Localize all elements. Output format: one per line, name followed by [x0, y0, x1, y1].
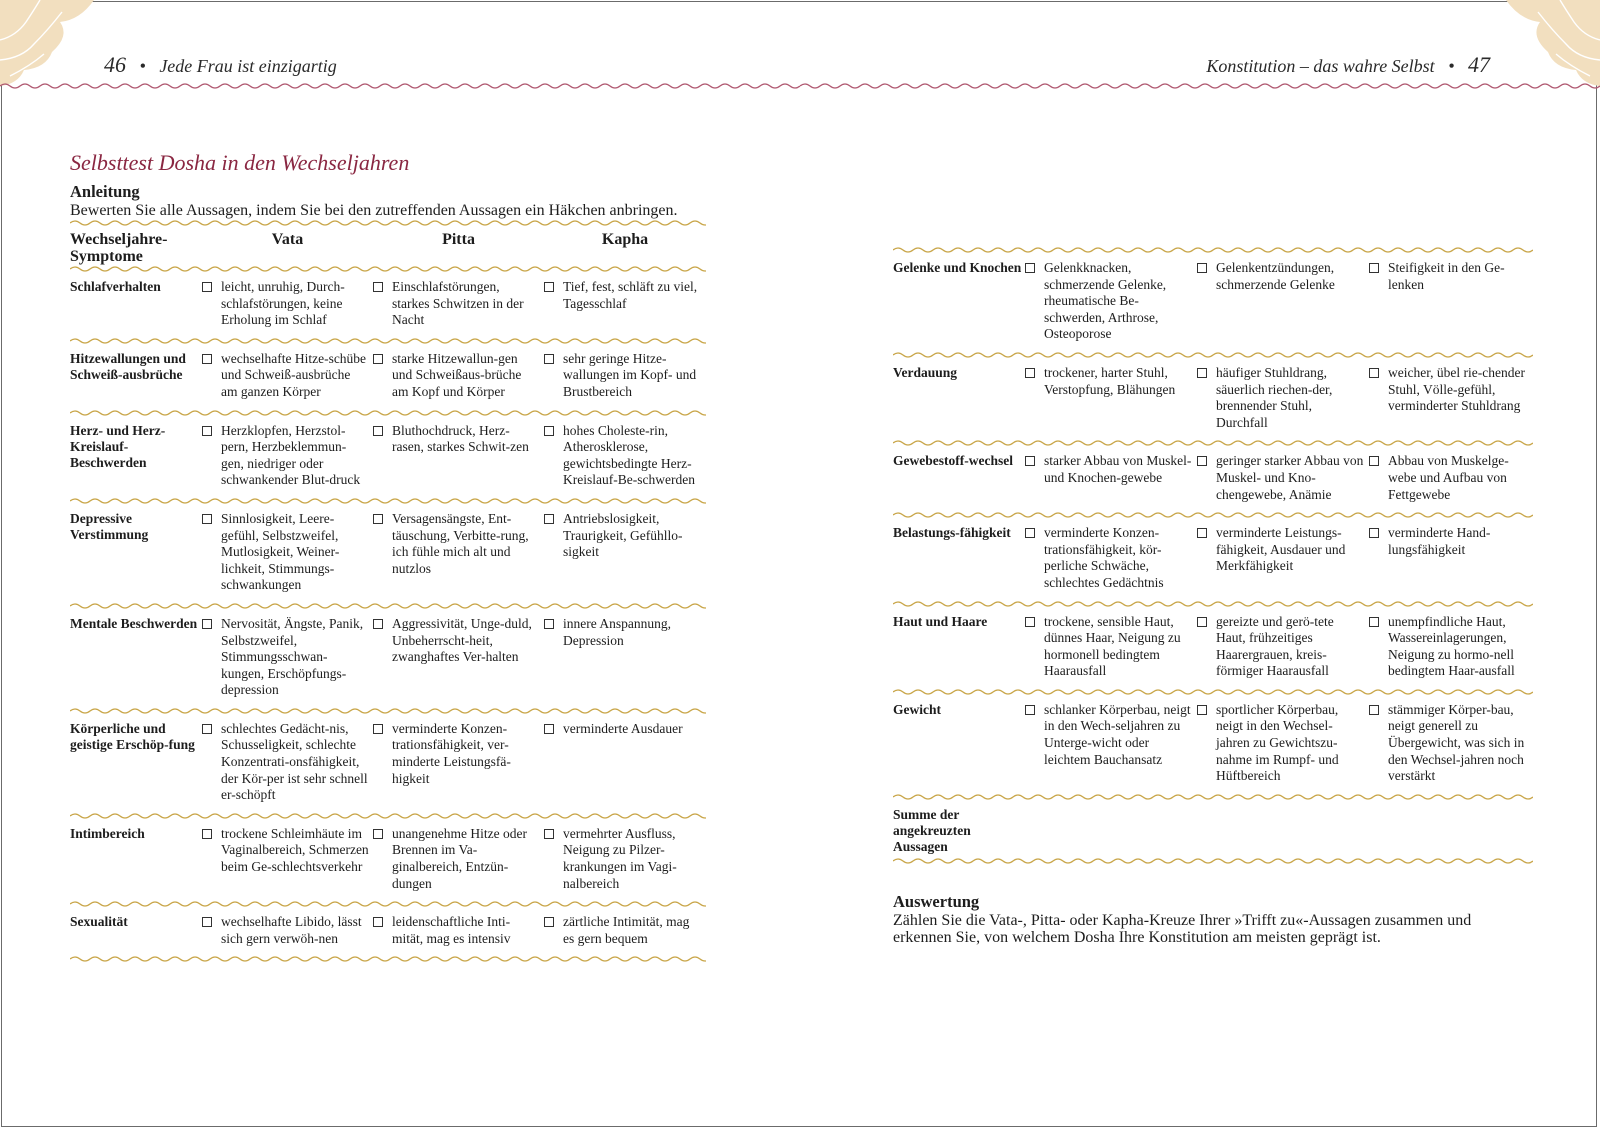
row-label: Gewebestoff-wechsel — [893, 453, 1013, 469]
checkbox-vata[interactable] — [202, 917, 212, 927]
pitta-statement: Einschlafstörungen, starkes Schwitzen in der Nacht — [392, 279, 524, 328]
wavy-divider — [70, 602, 706, 610]
table-row — [893, 608, 1533, 688]
left-page-content — [70, 150, 706, 963]
vata-statement: schlechtes Gedächt-nis, Schusseligkeit, schlechte Konzentrati-onsfähigkeit, der Kör-per ist sehr schnell er-schöpft — [221, 720, 368, 803]
checkbox-pitta[interactable] — [373, 917, 383, 927]
kapha-statement: unempfindliche Haut, Wassereinlagerungen, Neigung zu hormo-nell bedingtem Haar-ausfall — [1388, 613, 1515, 679]
checkbox-vata[interactable] — [202, 354, 212, 364]
kapha-statement: zärtliche Intimität, mag es gern bequem — [563, 914, 690, 946]
checkbox-pitta[interactable] — [1197, 705, 1207, 715]
checkbox-vata[interactable] — [202, 426, 212, 436]
header-zigzag-left — [0, 82, 800, 90]
table-row — [893, 519, 1533, 599]
running-header-right — [1206, 52, 1490, 78]
kapha-cell — [544, 417, 706, 497]
pitta-cell — [1197, 696, 1369, 793]
checkbox-kapha[interactable] — [544, 514, 554, 524]
table-row — [70, 417, 706, 497]
wavy-divider — [893, 511, 1533, 519]
pitta-statement: Bluthochdruck, Herz-rasen, starkes Schwit-zen — [392, 422, 529, 455]
vata-statement: Gelenkknacken, schmerzende Gelenke, rheumatische Be-schwerden, Arthrose, Osteoporose — [1044, 260, 1167, 342]
checkbox-pitta[interactable] — [1197, 368, 1207, 378]
checkbox-pitta[interactable] — [373, 619, 383, 629]
vata-cell — [1025, 696, 1197, 793]
pitta-cell — [373, 345, 544, 409]
row-label: Schlafverhalten — [70, 279, 161, 294]
checkbox-vata[interactable] — [202, 282, 212, 292]
pitta-statement: starke Hitzewallun-gen und Schweißaus-brüche am Kopf und Körper — [392, 350, 522, 399]
instruction-text: Bewerten Sie alle Aussagen, indem Sie bei den zutreffenden Aussagen ein Häkchen anbringen. — [70, 202, 678, 219]
sum-vata-field[interactable] — [1025, 801, 1197, 857]
checkbox-vata[interactable] — [202, 514, 212, 524]
kapha-cell — [1369, 254, 1533, 351]
checkbox-kapha[interactable] — [544, 829, 554, 839]
wavy-divider — [70, 812, 706, 820]
row-label: Körperliche und geistige Erschöp-fung — [70, 720, 195, 752]
vata-cell — [202, 273, 373, 337]
pitta-statement: Aggressivität, Unge-duld, Unbeherrscht-heit, zwanghaftes Ver-halten — [392, 615, 532, 665]
kapha-statement: stämmiger Körper-bau, neigt generell zu Übergewicht, was sich in den Wechsel-jahren noch verstärkt — [1388, 701, 1525, 784]
pitta-statement: häufiger Stuhldrang, säuerlich riechen-der, brennender Stuhl, Durchfall — [1216, 364, 1333, 430]
kapha-statement: verminderte Hand-lungsfähigkeit — [1388, 525, 1491, 557]
column-header-kapha: Kapha — [601, 231, 649, 248]
checkbox-kapha[interactable] — [1369, 368, 1379, 378]
vata-statement: wechselhafte Libido, lässt sich gern verwöh-nen — [221, 914, 362, 946]
table-row — [893, 447, 1533, 511]
vata-cell — [202, 505, 373, 602]
column-header-pitta: Pitta — [442, 231, 475, 248]
wavy-divider — [70, 900, 706, 908]
checkbox-vata[interactable] — [202, 829, 212, 839]
vata-statement: verminderte Konzen-trationsfähigkeit, kör-perliche Schwäche, schlechtes Gedächtnis — [1044, 525, 1164, 590]
row-label: Gewicht — [893, 701, 941, 717]
sum-pitta-field[interactable] — [1197, 801, 1369, 857]
checkbox-pitta[interactable] — [1197, 263, 1207, 273]
page-number-right: 47 — [1468, 52, 1490, 77]
header-bullet-right: • — [1448, 56, 1455, 76]
kapha-statement: vermehrter Ausfluss, Neigung zu Pilzer-krankungen im Vagi-nalbereich — [563, 825, 677, 891]
table-header-row — [70, 227, 706, 265]
row-label: Hitzewallungen und Schweiß-ausbrüche — [70, 350, 186, 382]
pitta-cell — [373, 273, 544, 337]
evaluation-section — [893, 892, 1533, 946]
kapha-statement: sehr geringe Hitze-wallungen im Kopf- und Brustbereich — [563, 350, 697, 399]
checkbox-pitta[interactable] — [373, 724, 383, 734]
checkbox-vata[interactable] — [1025, 263, 1035, 273]
row-label: Gelenke und Knochen — [893, 260, 1022, 275]
table-row — [893, 696, 1533, 793]
checkbox-kapha[interactable] — [1369, 263, 1379, 273]
kapha-statement: hohes Choleste-rin, Atherosklerose, gewichtsbedingte Herz-Kreislauf-Be-schwerden — [563, 422, 695, 488]
pitta-cell — [1197, 359, 1369, 439]
wavy-divider — [70, 409, 706, 417]
vata-cell — [1025, 254, 1197, 351]
header-bullet-left: • — [139, 56, 146, 76]
vata-statement: trockene, sensible Haut, dünnes Haar, Neigung zu hormonell bedingtem Haarausfall — [1044, 613, 1181, 679]
pitta-statement: geringer starker Abbau von Muskel- und Kno-chengewebe, Anämie — [1216, 453, 1364, 502]
kapha-cell — [1369, 359, 1533, 439]
instruction-heading: Anleitung — [70, 182, 140, 201]
wavy-divider — [893, 600, 1533, 608]
wavy-divider — [893, 688, 1533, 696]
header-title-left: Jede Frau ist einzigartig — [159, 56, 337, 76]
pitta-cell — [1197, 254, 1369, 351]
kapha-statement: verminderte Ausdauer — [563, 720, 683, 736]
wavy-divider — [70, 265, 706, 273]
pitta-statement: leidenschaftliche Inti-mität, mag es intensiv — [392, 914, 511, 946]
wavy-divider — [893, 857, 1533, 865]
vata-statement: trockene Schleimhäute im Vaginalbereich, Schmerzen beim Ge-schlechtsverkehr — [221, 825, 369, 875]
row-label: Intimbereich — [70, 825, 145, 841]
pitta-cell — [1197, 447, 1369, 511]
vata-cell — [202, 345, 373, 409]
pitta-statement: verminderte Leistungs-fähigkeit, Ausdauer und Merkfähigkeit — [1216, 525, 1346, 574]
row-label: Mentale Beschwerden — [70, 615, 198, 631]
row-label: Sexualität — [70, 914, 128, 930]
dosha-table-left — [70, 219, 706, 963]
kapha-cell — [544, 610, 706, 707]
table-row — [70, 908, 706, 955]
header-zigzag-right — [800, 82, 1600, 90]
table-row — [70, 610, 706, 707]
pitta-cell — [373, 715, 544, 812]
wavy-divider — [70, 337, 706, 345]
right-page-content — [893, 246, 1533, 865]
checkbox-pitta[interactable] — [373, 282, 383, 292]
pitta-statement: Gelenkentzündungen, schmerzende Gelenke — [1216, 260, 1335, 292]
running-header-left — [104, 52, 337, 78]
kapha-cell — [544, 273, 706, 337]
row-label: Depressive Verstimmung — [70, 510, 149, 542]
row-label: Herz- und Herz-Kreislauf-Beschwerden — [70, 422, 166, 470]
checkbox-pitta[interactable] — [1197, 456, 1207, 466]
checkbox-kapha[interactable] — [544, 282, 554, 292]
vata-cell — [1025, 519, 1197, 599]
row-label: Belastungs-fähigkeit — [893, 525, 1011, 541]
kapha-statement: Tief, fest, schläft zu viel, Tagesschlaf — [563, 279, 698, 311]
checkbox-pitta[interactable] — [1197, 528, 1207, 538]
vata-statement: Sinnlosigkeit, Leere-gefühl, Selbstzweifel, Mutlosigkeit, Weiner-lichkeit, Stimmungs-schwankungen — [221, 510, 340, 593]
checkbox-kapha[interactable] — [544, 917, 554, 927]
kapha-statement: weicher, übel rie-chender Stuhl, Völle-gefühl, verminderter Stuhldrang — [1388, 364, 1526, 414]
column-header-symptoms: Wechseljahre-Symptome — [70, 231, 168, 265]
checkbox-pitta[interactable] — [373, 829, 383, 839]
checkbox-vata[interactable] — [202, 619, 212, 629]
checkbox-kapha[interactable] — [1369, 528, 1379, 538]
pitta-statement: Versagensängste, Ent-täuschung, Verbitte-rung, ich fühle mich alt und nutzlos — [392, 510, 529, 576]
row-label: Verdauung — [893, 364, 958, 380]
table-row — [70, 345, 706, 409]
vata-cell — [1025, 608, 1197, 688]
checkbox-vata[interactable] — [1025, 456, 1035, 466]
pitta-cell — [373, 505, 544, 602]
table-row — [893, 254, 1533, 351]
vata-cell — [202, 715, 373, 812]
checkbox-vata[interactable] — [1025, 368, 1035, 378]
table-row — [893, 359, 1533, 439]
pitta-cell — [1197, 608, 1369, 688]
wavy-divider — [70, 707, 706, 715]
sum-kapha-field[interactable] — [1369, 801, 1533, 857]
wavy-divider — [893, 351, 1533, 359]
sum-label: Summe der angekreuzten Aussagen — [893, 806, 971, 854]
kapha-statement: innere Anspannung, Depression — [563, 615, 671, 648]
pitta-cell — [373, 417, 544, 497]
kapha-cell — [544, 505, 706, 602]
checkbox-vata[interactable] — [1025, 528, 1035, 538]
checkbox-kapha[interactable] — [544, 354, 554, 364]
vata-cell — [202, 908, 373, 955]
vata-statement: Herzklopfen, Herzstol-pern, Herzbeklemmun-gen, niedriger oder schwankender Blut-druck — [221, 422, 361, 488]
table-row — [70, 505, 706, 602]
checkbox-pitta[interactable] — [373, 354, 383, 364]
column-header-vata: Vata — [271, 231, 304, 248]
kapha-cell — [1369, 447, 1533, 511]
checkbox-kapha[interactable] — [1369, 617, 1379, 627]
checkbox-vata[interactable] — [1025, 617, 1035, 627]
kapha-cell — [1369, 696, 1533, 793]
page-number-left: 46 — [104, 52, 126, 77]
kapha-statement: Antriebslosigkeit, Traurigkeit, Gefühllo-sigkeit — [563, 510, 683, 560]
checkbox-kapha[interactable] — [544, 724, 554, 734]
checkbox-vata[interactable] — [202, 724, 212, 734]
table-row — [70, 715, 706, 812]
wavy-divider — [893, 793, 1533, 801]
flower-ornament-right — [1506, 0, 1600, 86]
wavy-divider — [70, 955, 706, 963]
header-title-right: Konstitution – das wahre Selbst — [1206, 56, 1435, 76]
checkbox-kapha[interactable] — [1369, 705, 1379, 715]
kapha-cell — [1369, 519, 1533, 599]
pitta-cell — [1197, 519, 1369, 599]
kapha-cell — [544, 820, 706, 900]
pitta-statement: verminderte Konzen-trationsfähigkeit, ver-minderte Leistungsfä-higkeit — [392, 720, 511, 786]
vata-cell — [202, 417, 373, 497]
vata-cell — [1025, 359, 1197, 439]
pitta-statement: sportlicher Körperbau, neigt in den Wechsel-jahren zu Gewichtszu-nahme im Rumpf- und Hüftbereich — [1216, 701, 1339, 784]
vata-statement: wechselhafte Hitze-schübe und Schweiß-ausbrüche am ganzen Körper — [221, 350, 367, 399]
kapha-statement: Abbau von Muskelge-webe und Aufbau von Fettgewebe — [1388, 453, 1509, 502]
vata-statement: starker Abbau von Muskel- und Knochen-gewebe — [1044, 453, 1192, 485]
kapha-cell — [544, 908, 706, 955]
checkbox-vata[interactable] — [1025, 705, 1035, 715]
evaluation-text: Zählen Sie die Vata-, Pitta- oder Kapha-Kreuze Ihrer »Trifft zu«-Aussagen zusammen und erkennen Sie, von welchem Dosha Ihre Konstitution am meisten geprägt ist. — [893, 912, 1472, 946]
dosha-table-right — [893, 246, 1533, 865]
row-label: Haut und Haare — [893, 613, 988, 629]
checkbox-kapha[interactable] — [544, 619, 554, 629]
section-title: Selbsttest Dosha in den Wechseljahren — [70, 150, 410, 175]
vata-statement: Nervosität, Ängste, Panik, Selbstzweifel, Stimmungsschwan-kungen, Erschöpfungs-depression — [221, 615, 364, 698]
vata-statement: trockener, harter Stuhl, Verstopfung, Blähungen — [1044, 364, 1176, 397]
pitta-statement: gereizte und gerö-tete Haut, frühzeitiges Haarergrauen, kreis-förmiger Haarausfall — [1216, 613, 1334, 679]
vata-cell — [202, 820, 373, 900]
vata-cell — [202, 610, 373, 707]
evaluation-heading: Auswertung — [893, 892, 980, 911]
table-row — [70, 273, 706, 337]
kapha-cell — [1369, 608, 1533, 688]
vata-cell — [1025, 447, 1197, 511]
wavy-divider — [893, 439, 1533, 447]
checkbox-pitta[interactable] — [373, 514, 383, 524]
checkbox-pitta[interactable] — [1197, 617, 1207, 627]
kapha-cell — [544, 345, 706, 409]
wavy-divider — [893, 246, 1533, 254]
kapha-cell — [544, 715, 706, 812]
flower-ornament-left — [0, 0, 94, 86]
vata-statement: leicht, unruhig, Durch-schlafstörungen, keine Erholung im Schlaf — [221, 279, 345, 328]
pitta-cell — [373, 610, 544, 707]
checkbox-pitta[interactable] — [373, 426, 383, 436]
wavy-divider — [70, 219, 706, 227]
vata-statement: schlanker Körperbau, neigt in den Wech-seljahren zu Unterge-wicht oder leichtem Bauchansatz — [1044, 701, 1191, 767]
checkbox-kapha[interactable] — [1369, 456, 1379, 466]
kapha-statement: Steifigkeit in den Ge-lenken — [1388, 260, 1505, 292]
pitta-cell — [373, 908, 544, 955]
pitta-cell — [373, 820, 544, 900]
wavy-divider — [70, 497, 706, 505]
checkbox-kapha[interactable] — [544, 426, 554, 436]
table-row — [70, 820, 706, 900]
pitta-statement: unangenehme Hitze oder Brennen im Va-ginalbereich, Entzün-dungen — [392, 825, 527, 891]
sum-row — [893, 801, 1533, 857]
